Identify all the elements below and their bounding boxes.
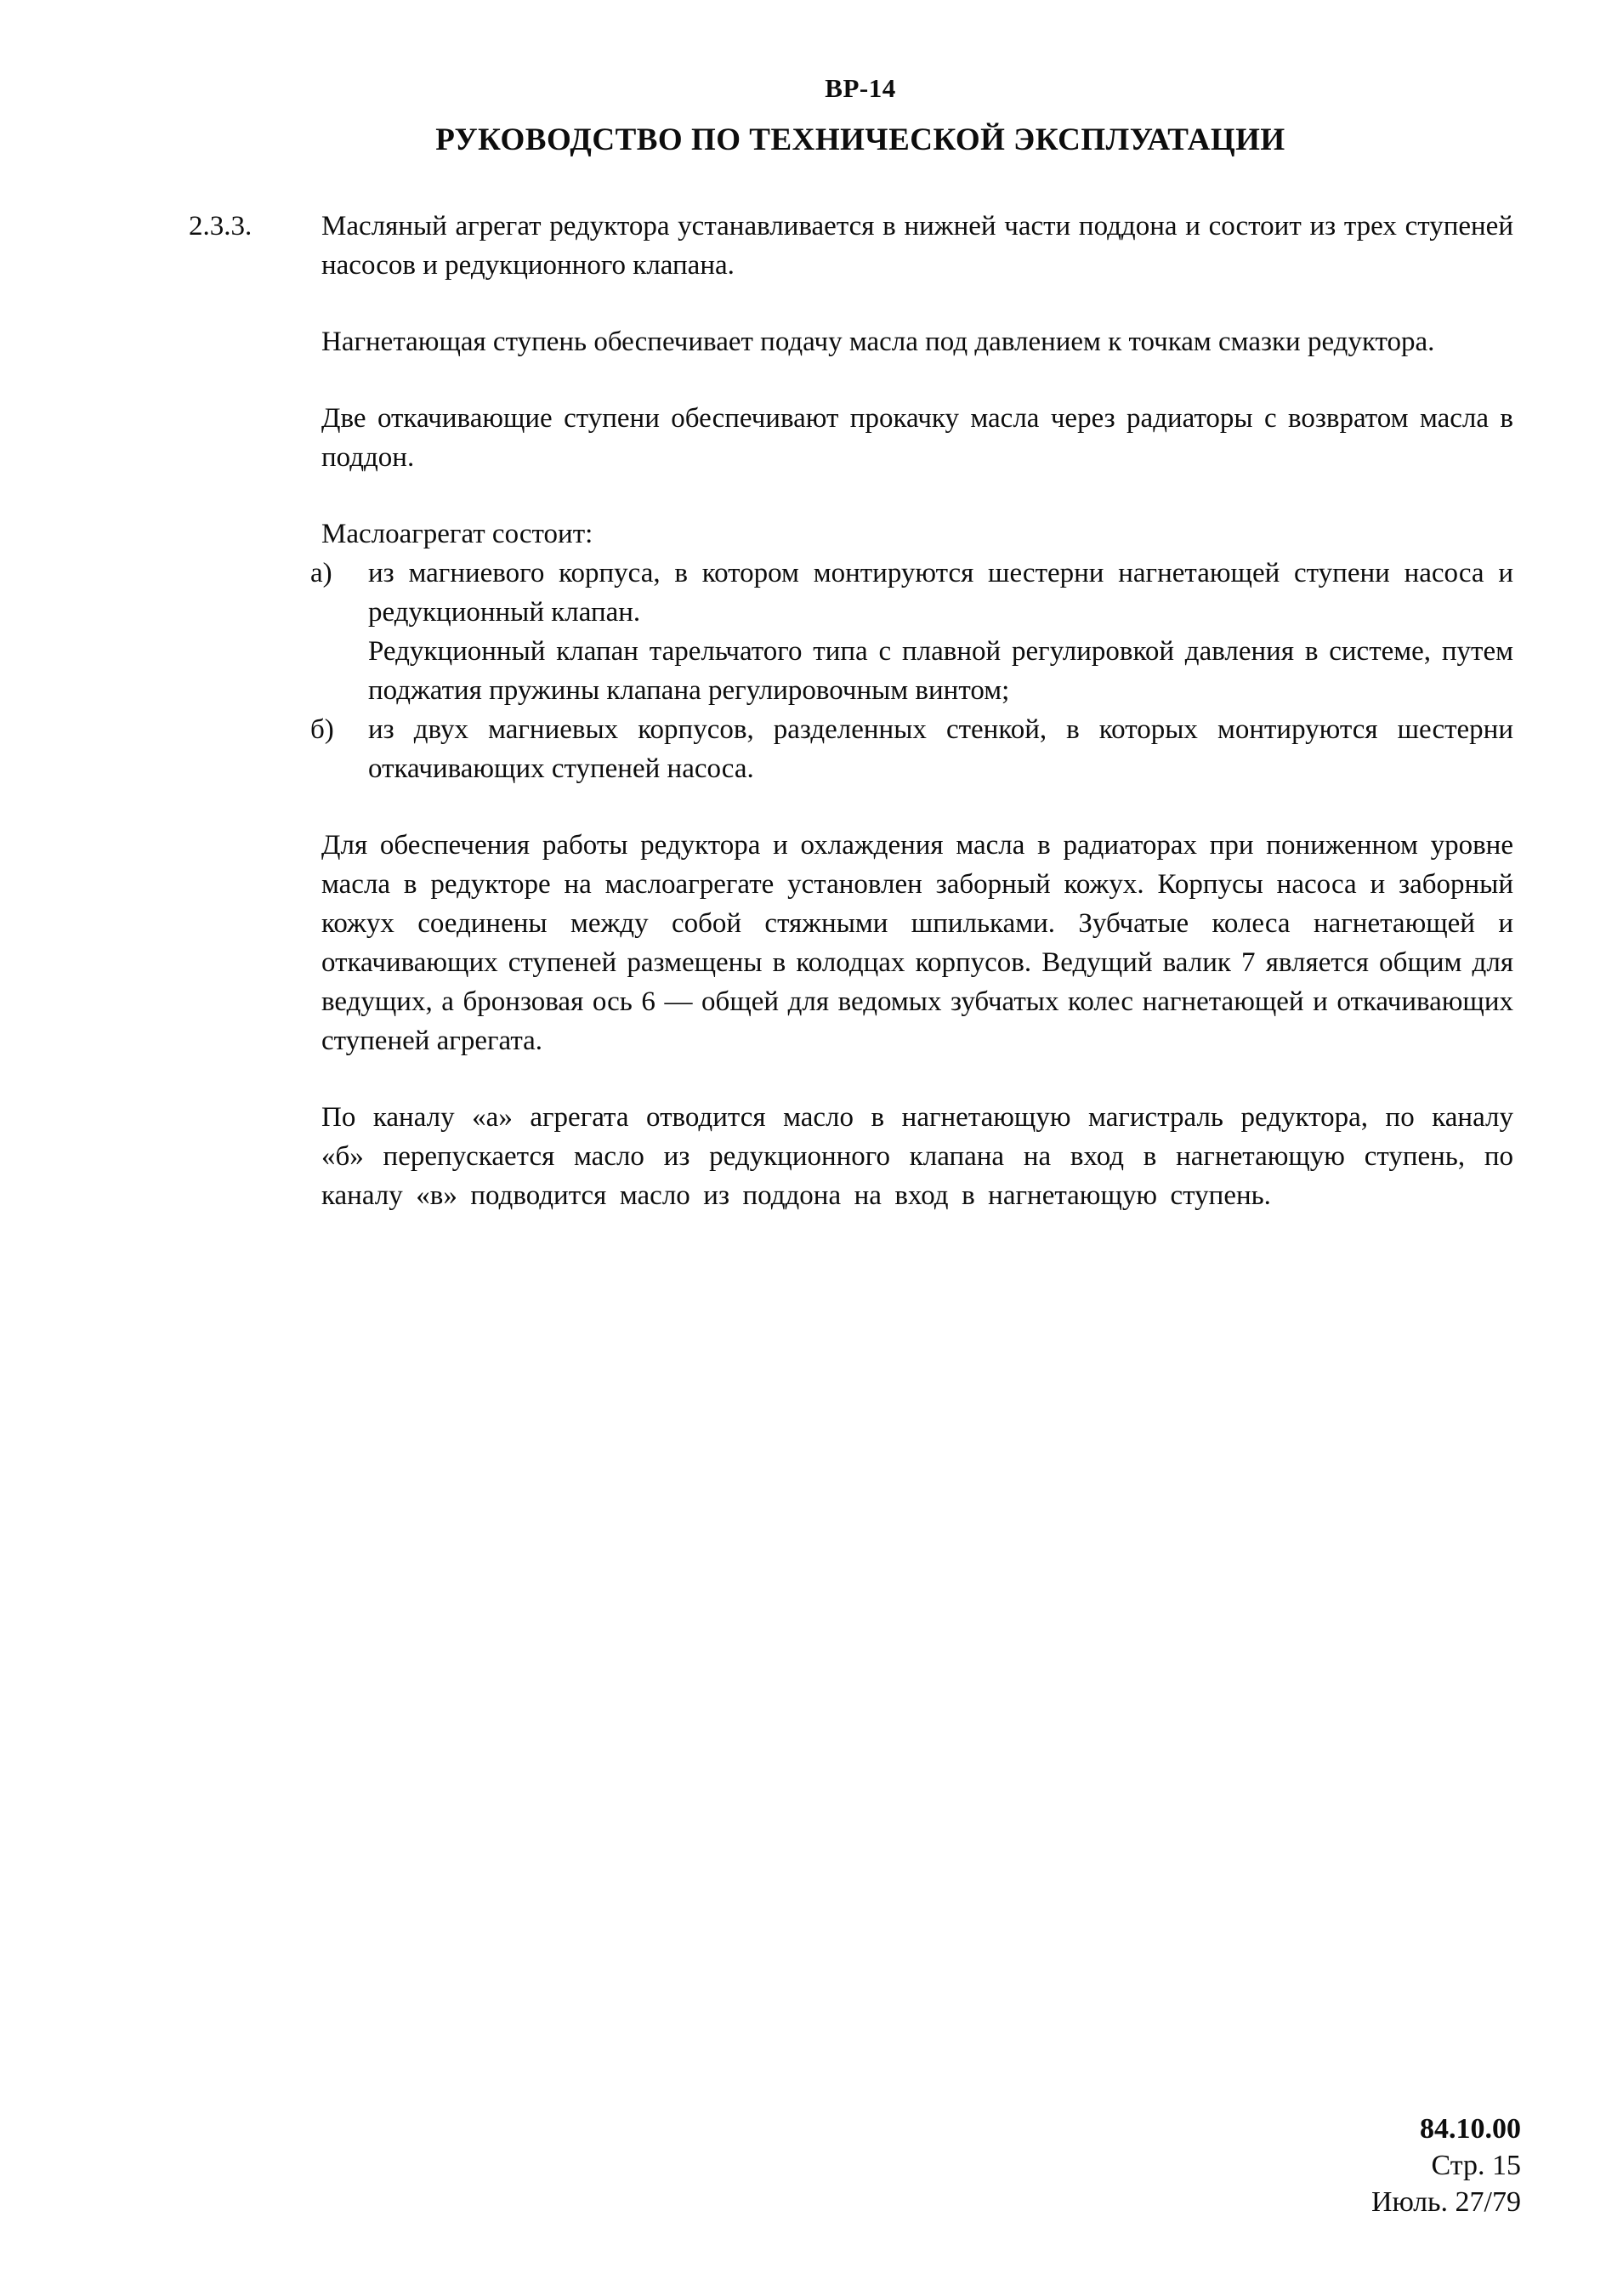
- list-item-a-paragraph: из магниевого корпуса, в котором монтируются шестерни нагнетающей ступени насоса и редукционный клапан.: [368, 558, 1513, 628]
- list-item-b: [310, 710, 1513, 788]
- page-header: [0, 0, 1623, 158]
- list-marker-b: б): [310, 714, 334, 745]
- list-item-b-paragraph: из двух магниевых корпусов, разделенных стенкой, в которых монтируются шестерни откачивающих ступеней насоса.: [368, 714, 1513, 784]
- section-2-3-3: [189, 207, 1515, 1253]
- footer-document-number: 84.10.00: [1420, 2113, 1521, 2145]
- list-item-a-paragraph: Редукционный клапан тарельчатого типа с плавной регулировкой давления в системе, путем поджатия пружины клапана регулировочным винтом;: [368, 636, 1513, 706]
- section-number: 2.3.3.: [189, 211, 253, 242]
- footer-date: Июль. 27/79: [1370, 2186, 1521, 2218]
- paragraph: По каналу «а» агрегата отводится масло в нагнетающую магистраль редуктора, по каналу «б» перепускается масло из редукционного клапана на вход в нагнетающую ступень, по каналу «в» подводится масло из поддона на вход в нагнетающую ступень.: [321, 1102, 1513, 1211]
- page-footer: [1371, 2111, 1521, 2220]
- list-item-a: [310, 554, 1513, 710]
- document-title: РУКОВОДСТВО ПО ТЕХНИЧЕСКОЙ ЭКСПЛУАТАЦИИ: [435, 122, 1285, 157]
- paragraph: Нагнетающая ступень обеспечивает подачу масла под давлением к точкам смазки редуктора.: [321, 327, 1435, 357]
- list-item-b-body: [368, 710, 1513, 788]
- document-code: ВР-14: [825, 73, 896, 103]
- list-marker-a: а): [310, 558, 332, 588]
- list-item-a-body: [368, 554, 1513, 710]
- section-first-paragraph-row: [189, 207, 1515, 322]
- paragraph: Масляный агрегат редуктора устанавливается в нижней части поддона и состоит из трех ступеней насосов и редукционного клапана.: [321, 211, 1513, 281]
- list-intro-paragraph: Маслоагрегат состоит:: [321, 519, 593, 549]
- paragraph: Для обеспечения работы редуктора и охлаждения масла в радиаторах при пониженном уровне масла в редукторе на маслоагрегате установлен заборный кожух. Корпусы насоса и заборный кожух соединены между собой стяжными шпильками. Зубчатые колеса нагнетающей и откачивающих ступеней размещены в колодцах корпусов. Ведущий валик 7 является общим для ведущих, а бронзовая ось 6 — общей для ведомых зубчатых колес нагнетающей и откачивающих ступеней агрегата.: [321, 830, 1513, 1056]
- paragraph: Две откачивающие ступени обеспечивают прокачку масла через радиаторы с возвратом масла в поддон.: [321, 403, 1513, 473]
- footer-page-number: Стр. 15: [1431, 2150, 1521, 2181]
